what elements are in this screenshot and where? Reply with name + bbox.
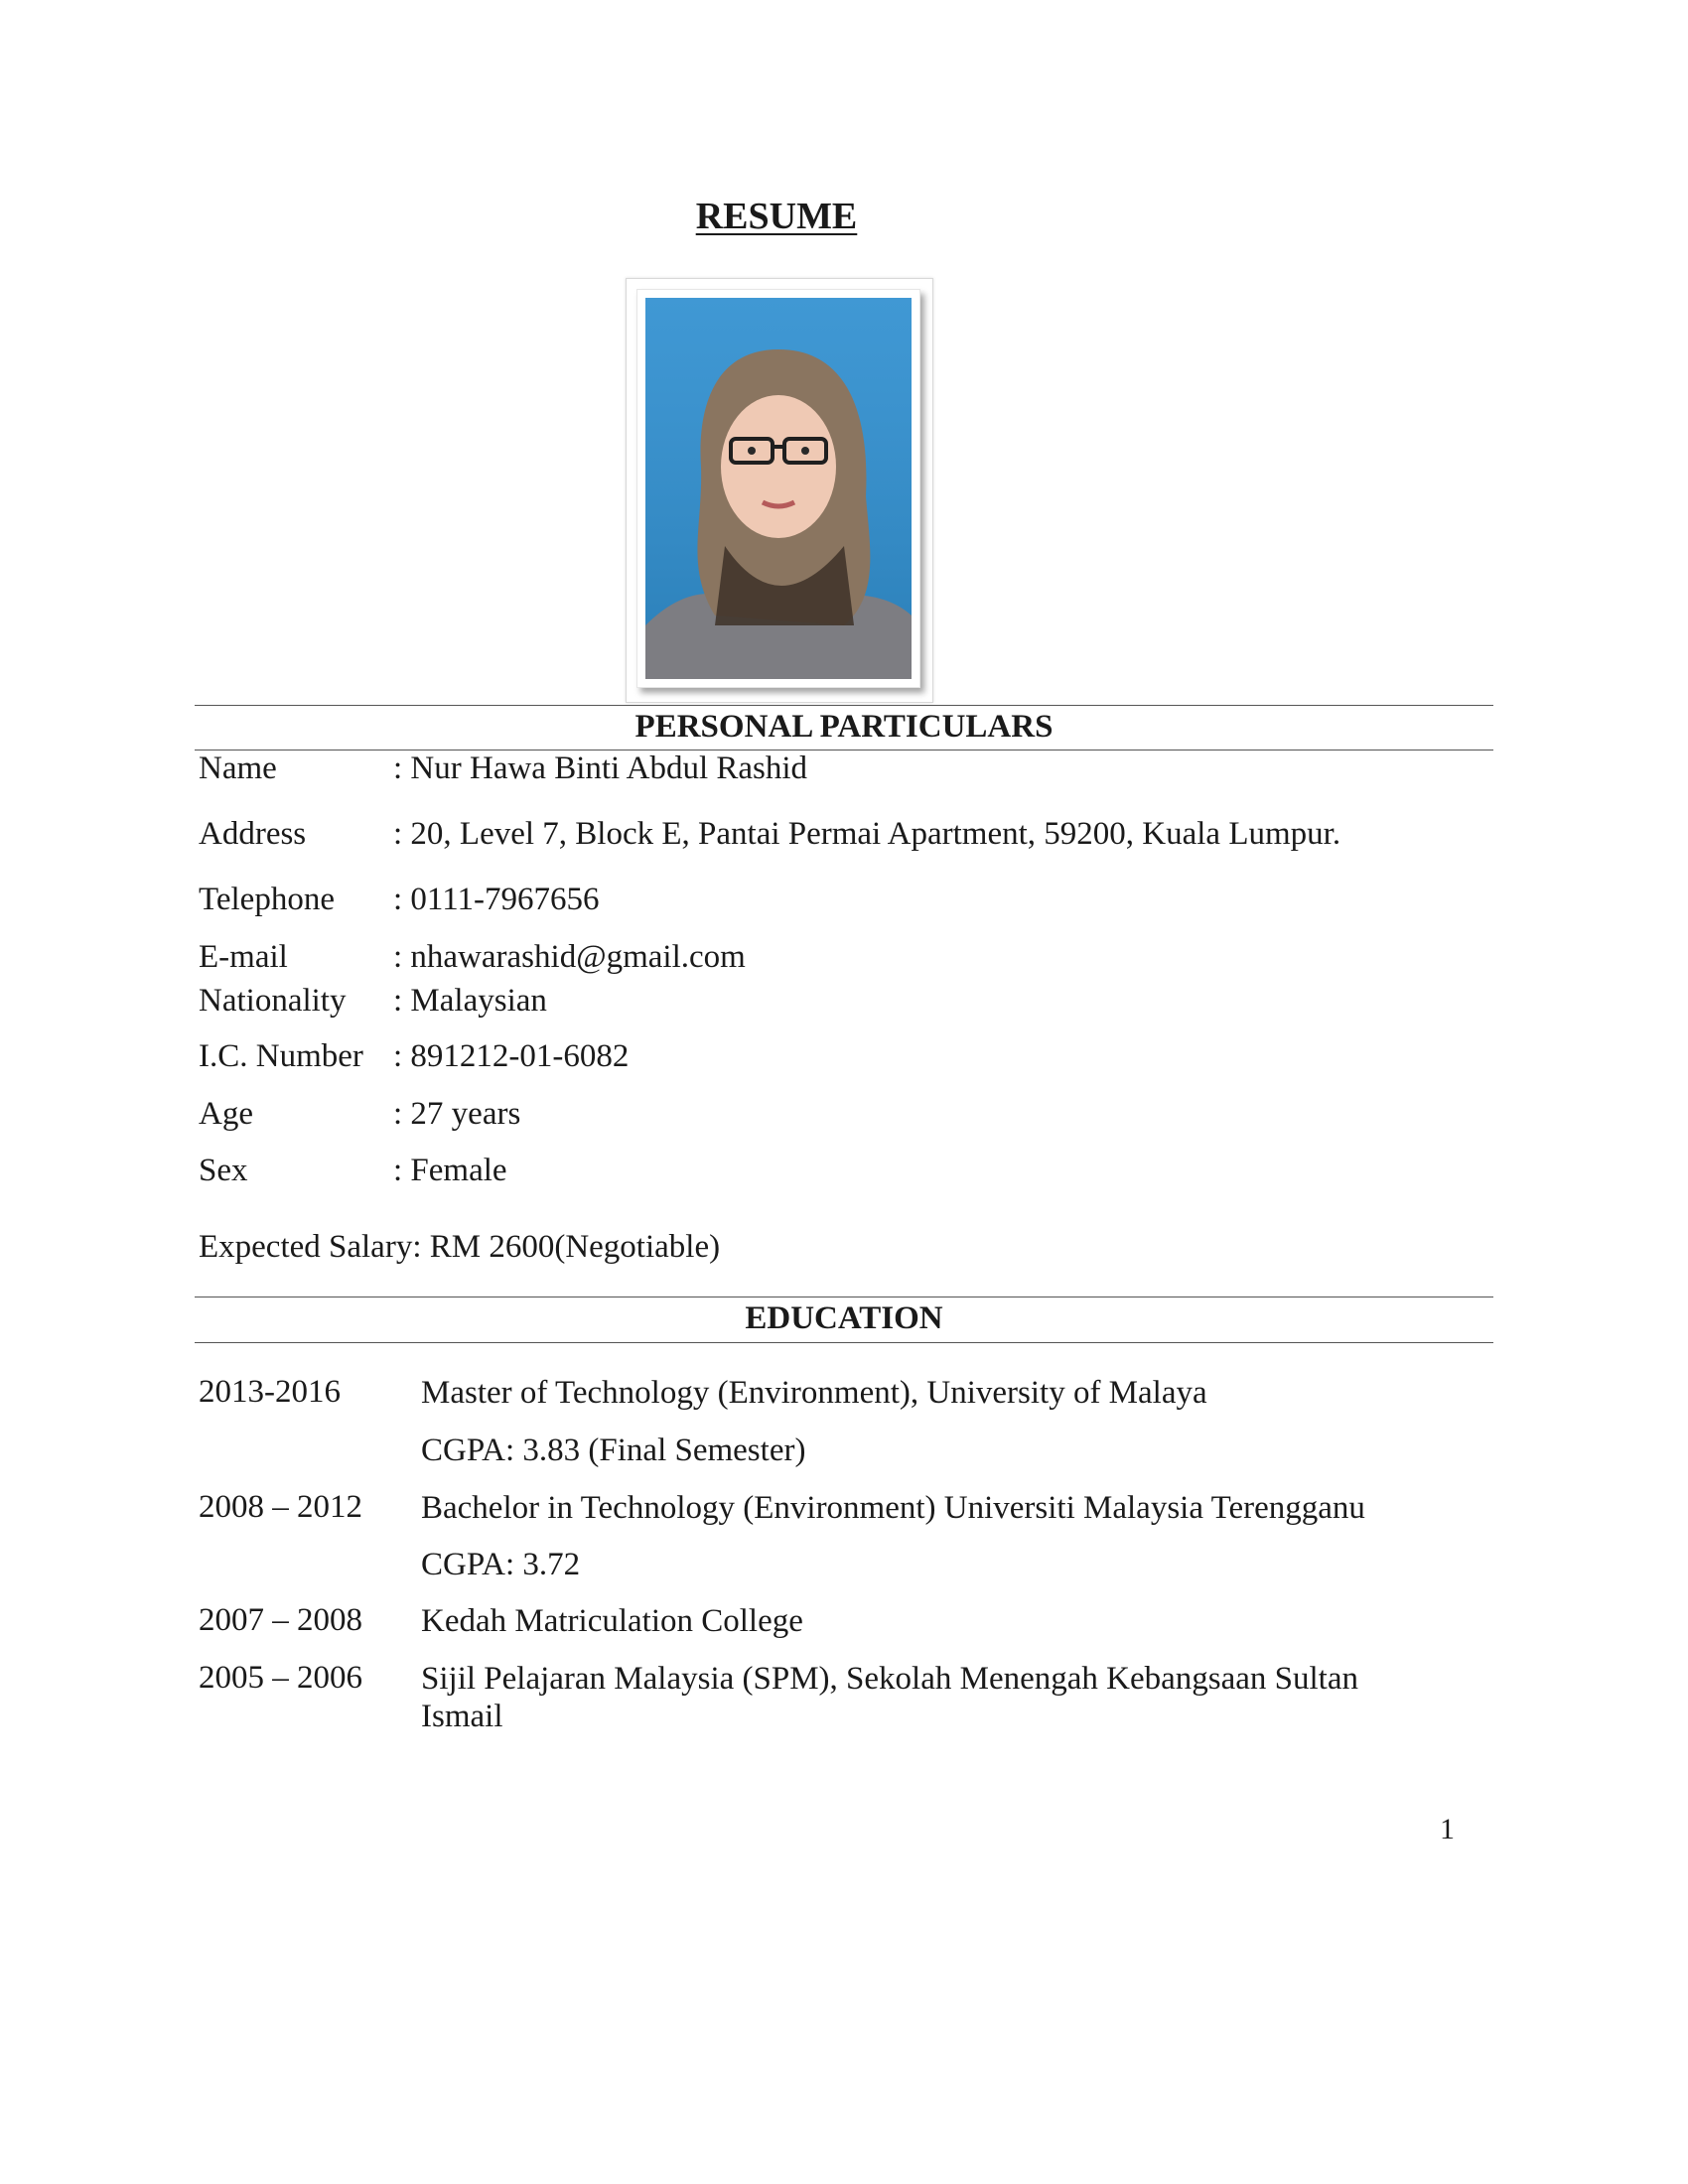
- address-label: Address: [199, 816, 307, 852]
- education-years: 2013-2016: [199, 1374, 341, 1410]
- education-cgpa: CGPA: 3.72: [421, 1547, 581, 1582]
- age-value: : 27 years: [393, 1096, 521, 1132]
- sex-label: Sex: [199, 1153, 248, 1188]
- education-cgpa: CGPA: 3.83 (Final Semester): [421, 1433, 806, 1468]
- address-value: : 20, Level 7, Block E, Pantai Permai Apartment, 59200, Kuala Lumpur.: [393, 816, 1341, 852]
- ic-number-value: : 891212-01-6082: [393, 1038, 630, 1074]
- section-rule-top: [195, 705, 1493, 706]
- ic-number-label: I.C. Number: [199, 1038, 363, 1074]
- education-years: 2007 – 2008: [199, 1602, 362, 1638]
- education-heading: EDUCATION: [745, 1300, 943, 1336]
- section-rule-bottom: [195, 1342, 1493, 1343]
- section-rule-bottom: [195, 750, 1493, 751]
- expected-salary: Expected Salary: RM 2600(Negotiable): [199, 1229, 721, 1265]
- profile-photo-image: [645, 298, 912, 679]
- page-number: 1: [1440, 1813, 1455, 1845]
- profile-photo-frame: [626, 278, 933, 703]
- education-institution: Sijil Pelajaran Malaysia (SPM), Sekolah Menengah Kebangsaan Sultan Ismail: [421, 1661, 1358, 1734]
- name-label: Name: [199, 751, 277, 786]
- email-value: : nhawarashid@gmail.com: [393, 939, 746, 975]
- age-label: Age: [199, 1096, 253, 1132]
- name-value: : Nur Hawa Binti Abdul Rashid: [393, 751, 808, 786]
- sex-value: : Female: [393, 1153, 507, 1188]
- education-years: 2005 – 2006: [199, 1660, 362, 1696]
- email-label: E-mail: [199, 939, 288, 975]
- profile-photo: [636, 289, 920, 688]
- education-degree: Master of Technology (Environment), University of Malaya: [421, 1375, 1207, 1411]
- telephone-label: Telephone: [199, 882, 335, 917]
- nationality-label: Nationality: [199, 983, 347, 1019]
- personal-particulars-heading: PERSONAL PARTICULARS: [634, 709, 1054, 745]
- page-title: RESUME: [695, 196, 858, 237]
- education-degree: Bachelor in Technology (Environment) Universiti Malaysia Terengganu: [421, 1490, 1365, 1526]
- education-years: 2008 – 2012: [199, 1489, 362, 1525]
- telephone-value: : 0111-7967656: [393, 882, 600, 917]
- nationality-value: : Malaysian: [393, 983, 547, 1019]
- education-institution: Kedah Matriculation College: [421, 1603, 803, 1639]
